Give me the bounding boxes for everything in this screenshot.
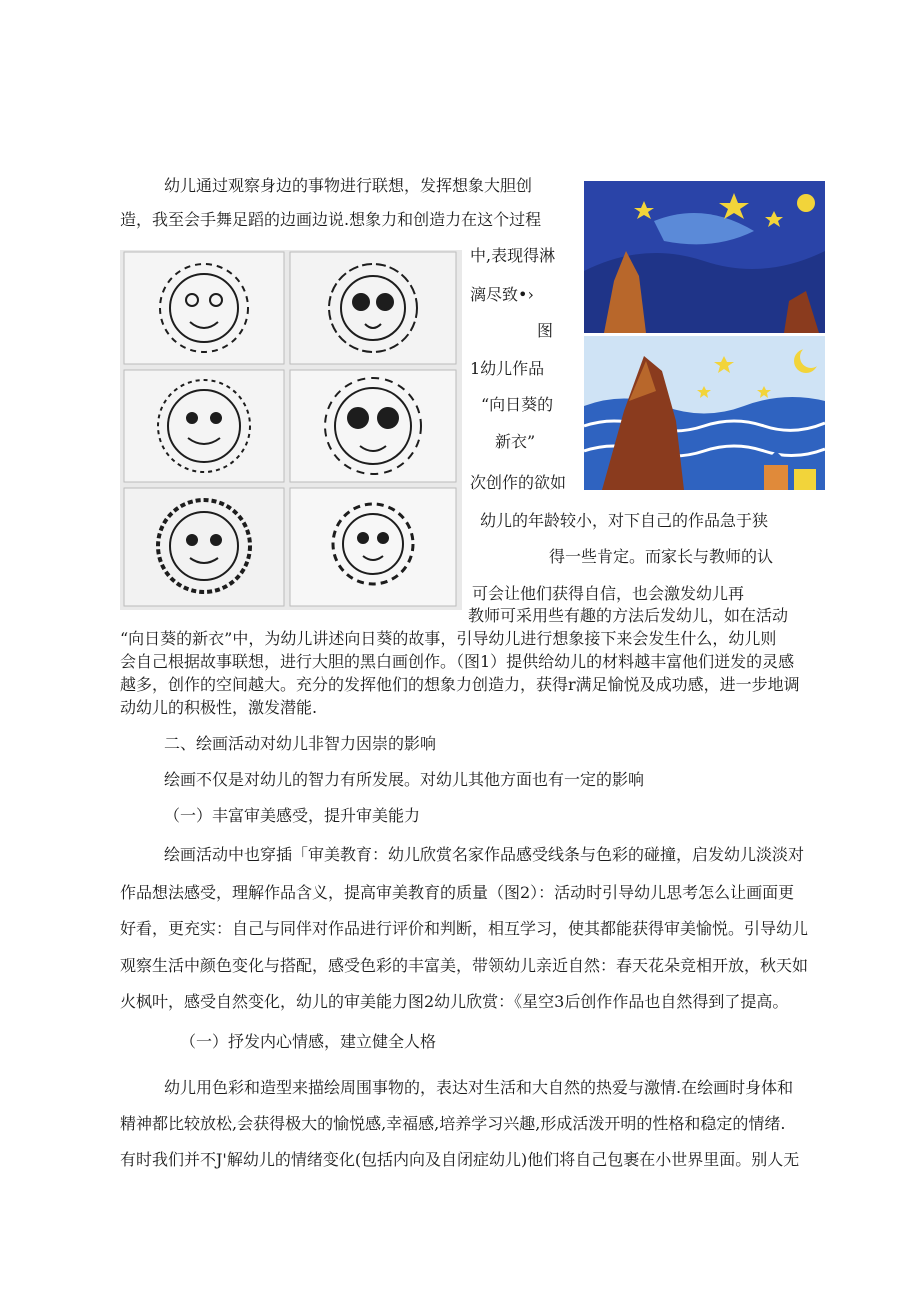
para3: 绘画不仅是对幼儿的智力有所发展。对幼儿其他方面也有一定的影响 <box>164 770 645 789</box>
para4-line5: 火枫叶，感受自然变化，幼儿的审美能力图2幼儿欣赏：《星空3后创作作品也自然得到了提高。 <box>120 992 789 1011</box>
para1-line4: 漓尽致•› <box>470 285 534 304</box>
para1-line3: 中,表现得淋 <box>470 246 556 265</box>
para5-line2: 精神都比较放松,会获得极大的愉悦感,幸福感,培养学习兴趣,形成活泼开明的性格和稳定的情绪. <box>120 1114 786 1133</box>
para5-line1: 幼儿用色彩和造型来描绘周围事物的，表达对生活和大自然的热爱与激情.在绘画时身体和 <box>164 1078 794 1097</box>
para1-line1: 幼儿通过观察身边的事物进行联想，发挥想象大胆创 <box>164 176 533 195</box>
figure1-drawings-photo <box>120 250 462 610</box>
figure1-caption-label: 1幼儿作品 <box>470 359 545 378</box>
figure1-caption-number: 图 <box>537 321 554 340</box>
para4-line3: 好看，更充实：自己与同伴对作品进行评价和判断，相互学习，使其都能获得审美愉悦。引导幼儿 <box>120 919 809 938</box>
para2-line3: 可会让他们获得自信，也会激发幼儿再 <box>472 584 745 603</box>
para4-line2: 作品想法感受，理解作品含义，提高审美教育的质量（图2）：活动时引导幼儿思考怎么让画面更 <box>120 883 795 902</box>
para5-line3: 有时我们并不J'解幼儿的情绪变化(包括内向及自闭症幼儿)他们将自己包裹在小世界里面。别人无 <box>120 1150 800 1169</box>
sunflower-drawings-grid <box>120 250 462 610</box>
para1-line2: 造，我至会手舞足蹈的边画边说.想象力和创造力在这个过程 <box>120 210 542 229</box>
figure2-starry-night-paintings <box>584 181 825 490</box>
para2-line5: “向日葵的新衣”中，为幼儿讲述向日葵的故事，引导幼儿进行想象接下来会发生什么，幼儿则 <box>120 629 777 648</box>
para2-line2: 得一些肯定。而家长与教师的认 <box>549 547 774 566</box>
subsection-heading-2: （一）抒发内心情感，建立健全人格 <box>180 1032 437 1051</box>
para2-line8: 动幼儿的积极性，激发潜能. <box>120 698 318 717</box>
para2-line4: 教师可采用些有趣的方法后发幼儿，如在活动 <box>468 606 789 625</box>
para4-line1: 绘画活动中也穿插「审美教育：幼儿欣赏名家作品感受线条与色彩的碰撞，启发幼儿淡淡对 <box>164 845 805 864</box>
para1-line5: 次创作的欲如 <box>470 473 567 492</box>
para2-line7: 越多，创作的空间越大。充分的发挥他们的想象力创造力，获得r满足愉悦及成功感，进一步地调 <box>120 675 800 694</box>
section-heading-2: 二、绘画活动对幼儿非智力因崇的影响 <box>164 734 437 753</box>
figure1-caption-title-end: 新衣” <box>495 432 536 451</box>
starry-night-artwork <box>584 181 825 490</box>
para2-line6: 会自己根据故事联想，进行大胆的黑白画创作。（图1）提供给幼儿的材料越丰富他们迸发的灵感 <box>120 652 795 671</box>
subsection-heading-1: （一）丰富审美感受，提升审美能力 <box>164 806 421 825</box>
para2-line1: 幼儿的年龄较小，对下自己的作品急于狭 <box>480 511 769 530</box>
figure1-caption-title: “向日葵的 <box>481 395 554 414</box>
para4-line4: 观察生活中颜色变化与搭配，感受色彩的丰富美，带领幼儿亲近自然：春天花朵竞相开放，秋天如 <box>120 956 809 975</box>
